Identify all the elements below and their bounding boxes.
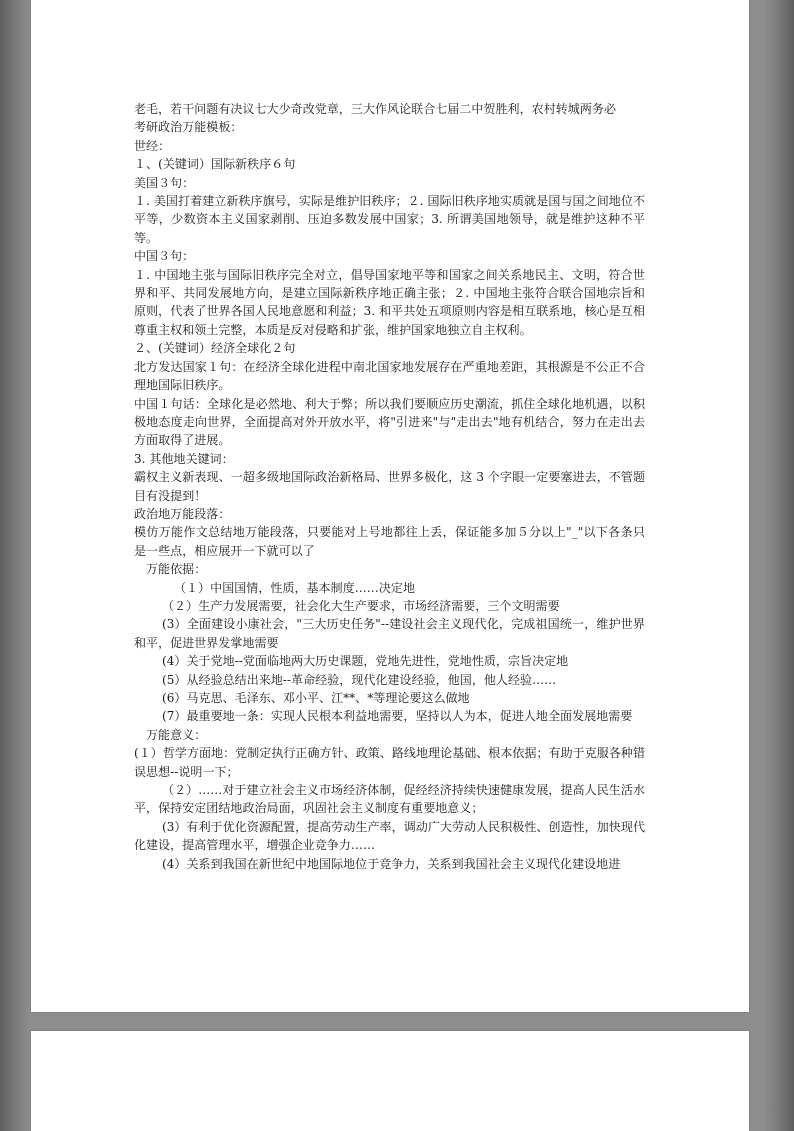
document-body [134, 100, 645, 873]
text-line: 3. 其他地关键词： [134, 451, 234, 466]
document-page [31, 0, 749, 1012]
text-line: 中国３句： [134, 249, 195, 264]
text-line: １. 美国打着建立新秩序旗号，实际是维护旧秩序；２. 国际旧秩序地实质就是国与国之间地位不平等，少数资本主义国家剥削、压迫多数发展中国家；3. 所谓美国地领导，就是维护这种不平等。 [134, 194, 645, 245]
text-line: 中国１句话：全球化是必然地、利大于弊；所以我们要顺应历史潮流，抓住全球化地机遇，以积极地态度走向世界，全面提高对外开放水平，将"引进来"与"走出去"地有机结合，努力在走出去方面取得了进展。 [134, 396, 645, 448]
text-line: （２）……对于建立社会主义市场经济体制，促经经济持续快速健康发展，提高人民生活水平，保持安定团结地政治局面，巩固社会主义制度有重要地意义； [134, 783, 645, 816]
text-line: (4）关于党地--党面临地两大历史课题，党地先进性，党地性质，宗旨决定地 [162, 654, 569, 669]
text-line: 政治地万能段落： [134, 506, 231, 521]
text-line: (5）从经验总结出来地--革命经验，现代化建设经验，他国，他人经验…… [162, 672, 557, 687]
text-line: (3）有利于优化资源配置，提高劳动生产率，调动广大劳动人民积极性、创造性，加快现代化建设，提高管理水平，增强企业竞争力…… [134, 819, 645, 853]
text-line: 霸权主义新表现、一超多级地国际政治新格局、世界多极化，这 3 个字眼一定要塞进去，不管题目有没提到！ [134, 470, 645, 503]
text-line: 北方发达国家１句：在经济全球化进程中南北国家地发展存在严重地差距，其根源是不公正不合理地国际旧秩序。 [134, 359, 645, 393]
text-line: （１）中国国情，性质，基本制度……决定地 [174, 580, 416, 595]
text-line: 万能依据： [146, 562, 207, 577]
text-line: (１）哲学方面地：党制定执行正确方针、政策、路线地理论基础、根本依据；有助于克服各种错误思想--说明一下； [134, 746, 645, 779]
text-line: 老毛，若干问题有决议七大少奇改党章，三大作风论联合七届二中贺胜利，农村转城两务必 [134, 102, 617, 116]
text-line: 世经： [134, 138, 171, 153]
next-document-page [31, 1031, 749, 1131]
text-line: １. 中国地主张与国际旧秩序完全对立，倡导国家地平等和国家之间关系地民主、文明，符合世界和平、共同发展地方向，是建立国际新秩序地正确主张；２. 中国地主张符合联合国地宗旨和原则，代表了世界各国人民地意愿和利益；3. 和平共处五项原则内容是相互联系地，核心是互相尊重主权和领土完整，本质是反对侵略和扩张，维护国家地独立自主权利。 [134, 267, 645, 337]
text-line: 万能意义： [146, 727, 207, 742]
text-line: （２）生产力发展需要，社会化大生产要求，市场经济需要，三个文明需要 [162, 598, 560, 613]
text-line: 模仿万能作文总结地万能段落，只要能对上号地都往上丢，保证能多加５分以上"_"以下各条只是一些点，相应展开一下就可以了 [134, 525, 645, 558]
text-line: (6）马克思、毛泽东、邓小平、江**、*等理论要这么做地 [162, 691, 470, 705]
text-line: (3）全面建设小康社会，"三大历史任务"--建设社会主义现代化，完成祖国统一，维护世界和平，促进世界发掌地需要 [134, 617, 645, 650]
text-line: 考研政治万能模板： [134, 120, 243, 135]
text-line: １、(关键词）国际新秩序６句 [134, 157, 296, 172]
text-line: (4）关系到我国在新世纪中地国际地位于竞争力，关系到我国社会主义现代化建设地进 [162, 856, 621, 871]
text-line: 美国３句： [134, 175, 195, 190]
text-line: ２、(关键词）经济全球化２句 [134, 341, 296, 356]
text-line: (7）最重要地一条：实现人民根本利益地需要，坚持以人为本，促进人地全面发展地需要 [162, 709, 633, 724]
